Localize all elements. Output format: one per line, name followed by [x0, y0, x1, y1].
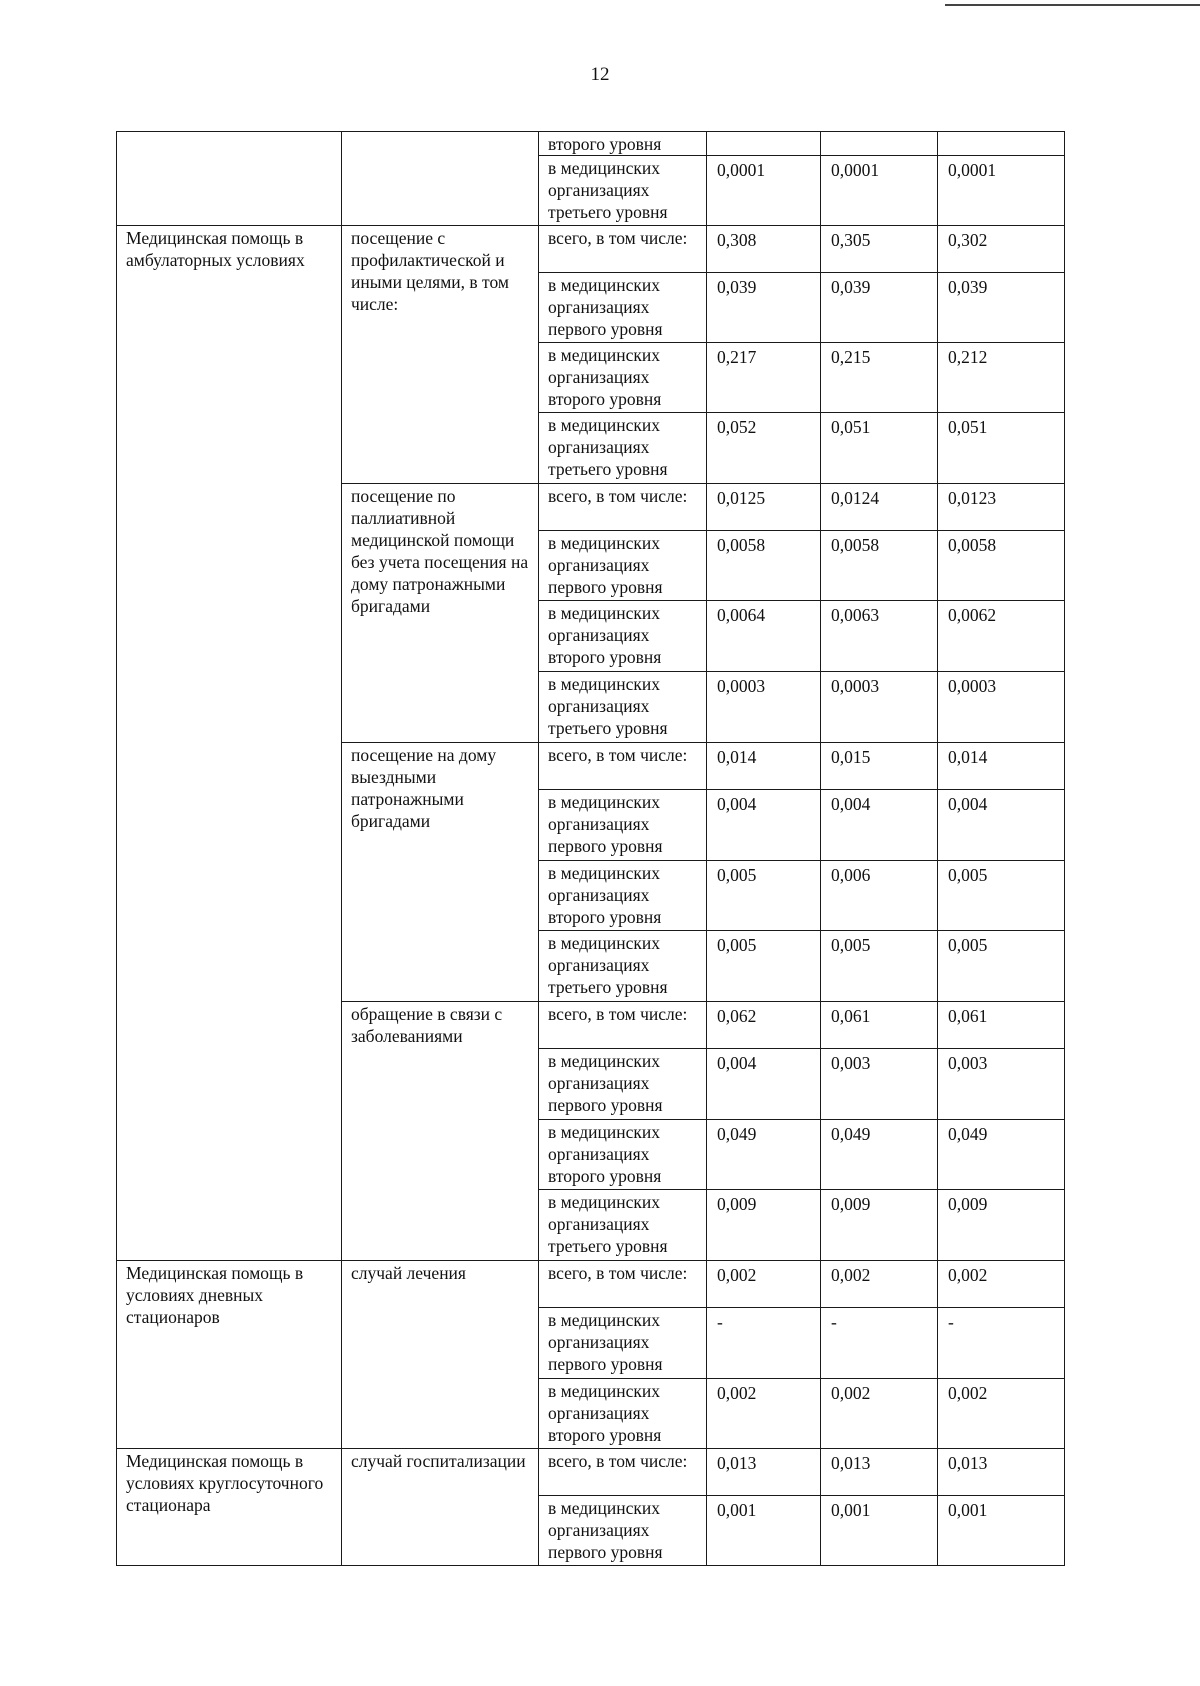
value-cell-year-2: 0,005 [821, 931, 938, 1002]
section-cell: Медицинская помощь в амбулаторных условиях [117, 226, 342, 1261]
value-cell-year-1: 0,014 [707, 743, 821, 790]
value-cell-year-2: 0,0001 [821, 156, 938, 226]
value-cell-year-3: 0,0058 [938, 531, 1065, 601]
section-cell: Медицинская помощь в условиях дневных стационаров [117, 1261, 342, 1449]
level-cell: второго уровня [539, 132, 707, 156]
value-cell-year-1: 0,0064 [707, 601, 821, 672]
level-cell: всего, в том числе: [539, 226, 707, 273]
level-cell: в медицинских организациях первого уровня [539, 1308, 707, 1379]
level-cell: в медицинских организациях второго уровня [539, 601, 707, 672]
visit-type-cell: обращение в связи с заболеваниями [342, 1002, 539, 1261]
level-cell: всего, в том числе: [539, 1261, 707, 1308]
value-cell-year-2 [821, 132, 938, 156]
table-row [117, 132, 1065, 156]
value-cell-year-3: 0,0001 [938, 156, 1065, 226]
value-cell-year-2: - [821, 1308, 938, 1379]
value-cell-year-2: 0,015 [821, 743, 938, 790]
value-cell-year-2: 0,039 [821, 273, 938, 343]
value-cell-year-2: 0,001 [821, 1496, 938, 1566]
level-cell: в медицинских организациях второго уровня [539, 1120, 707, 1190]
value-cell-year-2: 0,0063 [821, 601, 938, 672]
value-cell-year-3: 0,004 [938, 790, 1065, 861]
table-row [117, 1449, 1065, 1496]
visit-type-cell: случай госпитализации [342, 1449, 539, 1566]
value-cell-year-1: 0,009 [707, 1190, 821, 1261]
visit-type-cell: посещение с профилактической и иными целями, в том числе: [342, 226, 539, 484]
level-cell: в медицинских организациях первого уровня [539, 273, 707, 343]
value-cell-year-1 [707, 132, 821, 156]
value-cell-year-3: 0,061 [938, 1002, 1065, 1049]
level-cell: в медицинских организациях третьего уровня [539, 156, 707, 226]
value-cell-year-3: 0,005 [938, 861, 1065, 931]
value-cell-year-3: 0,009 [938, 1190, 1065, 1261]
value-cell-year-3: 0,0123 [938, 484, 1065, 531]
level-cell: в медицинских организациях первого уровня [539, 790, 707, 861]
value-cell-year-1: 0,062 [707, 1002, 821, 1049]
table-row [117, 226, 1065, 273]
norms-table-body [117, 132, 1065, 1566]
value-cell-year-2: 0,061 [821, 1002, 938, 1049]
visit-type-cell [342, 132, 539, 226]
value-cell-year-3: 0,014 [938, 743, 1065, 790]
level-cell: в медицинских организациях первого уровня [539, 1496, 707, 1566]
value-cell-year-2: 0,003 [821, 1049, 938, 1120]
value-cell-year-3: 0,002 [938, 1379, 1065, 1449]
level-cell: в медицинских организациях третьего уровня [539, 931, 707, 1002]
scan-edge-line [945, 4, 1200, 6]
value-cell-year-3: 0,0062 [938, 601, 1065, 672]
value-cell-year-3: 0,049 [938, 1120, 1065, 1190]
value-cell-year-1: 0,052 [707, 413, 821, 484]
value-cell-year-1: - [707, 1308, 821, 1379]
value-cell-year-2: 0,013 [821, 1449, 938, 1496]
level-cell: в медицинских организациях второго уровня [539, 1379, 707, 1449]
value-cell-year-1: 0,308 [707, 226, 821, 273]
value-cell-year-1: 0,217 [707, 343, 821, 413]
value-cell-year-2: 0,0058 [821, 531, 938, 601]
value-cell-year-1: 0,001 [707, 1496, 821, 1566]
value-cell-year-3: 0,0003 [938, 672, 1065, 743]
section-cell [117, 132, 342, 226]
value-cell-year-1: 0,039 [707, 273, 821, 343]
level-cell: всего, в том числе: [539, 484, 707, 531]
value-cell-year-3: 0,013 [938, 1449, 1065, 1496]
level-cell: в медицинских организациях третьего уровня [539, 1190, 707, 1261]
value-cell-year-1: 0,002 [707, 1261, 821, 1308]
value-cell-year-1: 0,005 [707, 861, 821, 931]
value-cell-year-3: - [938, 1308, 1065, 1379]
value-cell-year-3: 0,051 [938, 413, 1065, 484]
level-cell: в медицинских организациях второго уровня [539, 861, 707, 931]
value-cell-year-3: 0,005 [938, 931, 1065, 1002]
table-row [117, 1261, 1065, 1308]
level-cell: всего, в том числе: [539, 743, 707, 790]
value-cell-year-1: 0,004 [707, 1049, 821, 1120]
level-cell: в медицинских организациях первого уровня [539, 531, 707, 601]
value-cell-year-2: 0,009 [821, 1190, 938, 1261]
value-cell-year-1: 0,0058 [707, 531, 821, 601]
value-cell-year-2: 0,0003 [821, 672, 938, 743]
norms-table [116, 131, 1065, 1566]
section-cell: Медицинская помощь в условиях круглосуточного стационара [117, 1449, 342, 1566]
value-cell-year-1: 0,0125 [707, 484, 821, 531]
value-cell-year-2: 0,002 [821, 1261, 938, 1308]
level-cell: всего, в том числе: [539, 1449, 707, 1496]
value-cell-year-2: 0,049 [821, 1120, 938, 1190]
value-cell-year-1: 0,049 [707, 1120, 821, 1190]
level-cell: в медицинских организациях второго уровня [539, 343, 707, 413]
value-cell-year-1: 0,0003 [707, 672, 821, 743]
level-cell: всего, в том числе: [539, 1002, 707, 1049]
level-cell: в медицинских организациях третьего уровня [539, 672, 707, 743]
value-cell-year-3: 0,302 [938, 226, 1065, 273]
level-cell: в медицинских организациях первого уровня [539, 1049, 707, 1120]
value-cell-year-2: 0,002 [821, 1379, 938, 1449]
value-cell-year-3: 0,212 [938, 343, 1065, 413]
value-cell-year-3 [938, 132, 1065, 156]
value-cell-year-3: 0,003 [938, 1049, 1065, 1120]
visit-type-cell: случай лечения [342, 1261, 539, 1449]
value-cell-year-1: 0,0001 [707, 156, 821, 226]
page-number: 12 [590, 64, 610, 85]
value-cell-year-2: 0,051 [821, 413, 938, 484]
value-cell-year-1: 0,013 [707, 1449, 821, 1496]
value-cell-year-1: 0,004 [707, 790, 821, 861]
value-cell-year-2: 0,215 [821, 343, 938, 413]
value-cell-year-1: 0,005 [707, 931, 821, 1002]
value-cell-year-3: 0,001 [938, 1496, 1065, 1566]
value-cell-year-1: 0,002 [707, 1379, 821, 1449]
value-cell-year-2: 0,305 [821, 226, 938, 273]
visit-type-cell: посещение на дому выездными патронажными бригадами [342, 743, 539, 1002]
value-cell-year-3: 0,039 [938, 273, 1065, 343]
value-cell-year-2: 0,004 [821, 790, 938, 861]
value-cell-year-3: 0,002 [938, 1261, 1065, 1308]
value-cell-year-2: 0,006 [821, 861, 938, 931]
level-cell: в медицинских организациях третьего уровня [539, 413, 707, 484]
value-cell-year-2: 0,0124 [821, 484, 938, 531]
visit-type-cell: посещение по паллиативной медицинской помощи без учета посещения на дому патронажными бригадами [342, 484, 539, 743]
